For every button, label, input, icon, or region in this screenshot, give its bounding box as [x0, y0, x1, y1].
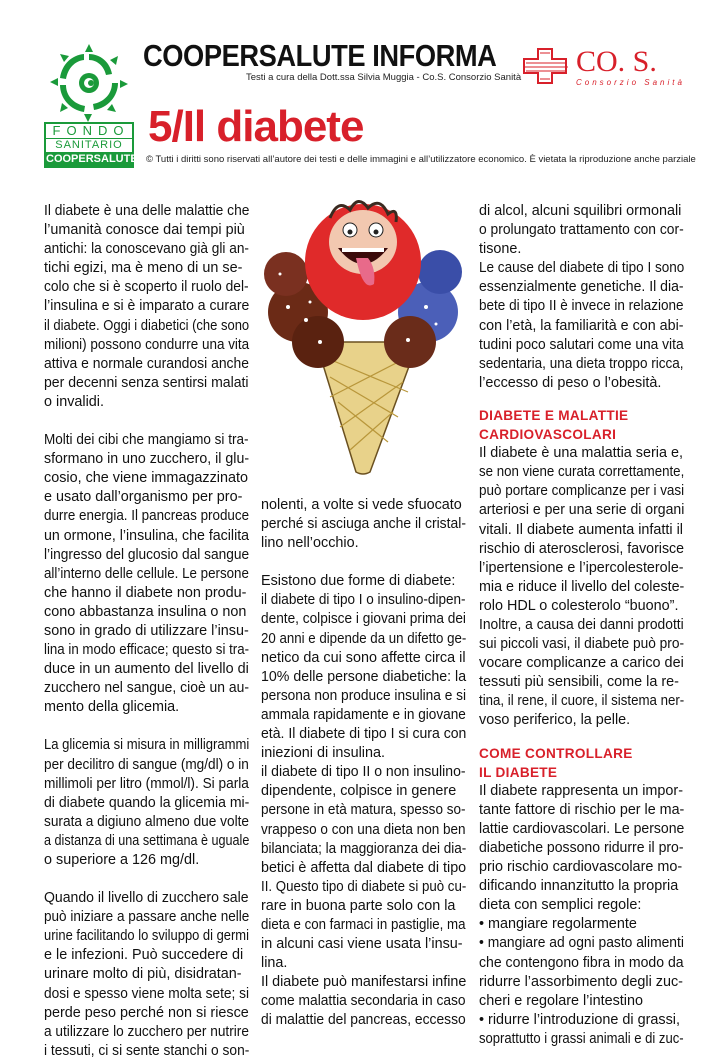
text-line: Il diabete rappresenta un impor- [479, 782, 683, 799]
text-line: Quando il livello di zucchero sale [44, 890, 249, 907]
text-line: può iniziare a passare anche nelle [44, 909, 250, 926]
text-line: i tessuti, ci si sente stanchi o son- [44, 1042, 250, 1059]
text-line: sformano in uno zucchero, il glu- [44, 451, 250, 468]
text-line: il diabete. Oggi i diabetici (che sono [44, 317, 250, 334]
text-line: perché si asciuga anche il cristal- [261, 516, 466, 533]
text-line: Il diabete può manifestarsi infine [261, 974, 467, 991]
section-heading-line: DIABETE E MALATTIE [479, 407, 629, 423]
text-line: sui piccoli vasi, il diabete può pro- [479, 636, 685, 653]
text-line: e usato dall’organismo per pro- [44, 489, 243, 506]
text-line: in alcuni casi viene usata l’insu- [261, 936, 463, 953]
text-line: rare in buona parte solo con la [261, 897, 456, 914]
logo-line-sanitario: SANITARIO [46, 138, 132, 152]
text-line: voso periferico, la pelle. [479, 712, 631, 729]
fondo-sanitario-logo [44, 44, 138, 168]
red-cross-icon [520, 45, 574, 89]
text-line: lina in modo efficace; questo si tra- [44, 642, 250, 659]
text-line: Esistono due forme di diabete: [261, 573, 456, 590]
text-line: come malattia secondaria in caso [261, 993, 466, 1010]
text-line: lattie cardiovascolari. Le persone [479, 820, 685, 837]
text-line: ammala rapidamente e in giovane [261, 706, 466, 723]
text-line: l’insulina e si è imparato a curare [44, 298, 250, 315]
text-line: l’ipertensione e l’ipercolesterole- [479, 559, 684, 576]
text-line: bilanciata; la maggioranza dei dia- [261, 840, 467, 857]
text-column-3 [479, 202, 684, 1049]
text-line: netico da cui sono affette circa il [261, 649, 466, 666]
text-line: se non viene curata correttamente, [479, 464, 685, 481]
logo-line-coopersalute: COOPERSALUTE [46, 153, 138, 165]
text-line: ridurre l’assorbimento degli zuc- [479, 973, 683, 990]
text-line: zucchero nel sangue, cioè un au- [44, 680, 250, 697]
text-line: iniezioni di insulina. [261, 745, 385, 762]
text-line: 20 anni e dipende da un difetto ge- [261, 630, 467, 647]
text-line: dieta con semplici regole: [479, 897, 642, 914]
text-line: l’eccesso di peso o l’obesità. [479, 374, 662, 391]
text-line: a distanza di una settimana è uguale [44, 832, 250, 849]
text-line: antichi: la conoscevano già gli an- [44, 241, 249, 258]
text-line: • mangiare ad ogni pasto alimenti [479, 935, 684, 952]
cos-brand-name: CO. S. [576, 45, 657, 78]
cos-logo [520, 45, 685, 91]
text-line: tina, il rene, il cuore, il sistema ner- [479, 693, 685, 710]
text-line: o invalidi. [44, 393, 104, 410]
text-line: per decenni senza sentirsi malati [44, 374, 249, 391]
text-line: betici è affetta dal diabete di tipo [261, 859, 467, 876]
text-line: Il diabete è una delle malattie che [44, 203, 250, 219]
paragraph-gap [44, 717, 249, 736]
text-line: o superiore a 126 mg/dl. [44, 852, 200, 868]
newsletter-subtitle: Testi a cura della Dott.ssa Silvia Muggia - Co.S. Consorzio Sanità [246, 72, 522, 83]
text-line: dificando innanzitutto la propria [479, 878, 679, 895]
text-line: vitali. Il diabete aumenta infatti il [479, 521, 683, 538]
text-line: il diabete di tipo II o non insulino- [261, 764, 466, 781]
text-line: di diabete quando la glicemia mi- [44, 794, 250, 811]
text-column-2 [261, 496, 466, 1031]
text-line: rolo HDL o colesterolo “buono”. [479, 597, 679, 614]
text-line: tudini poco salutari come una vita [479, 336, 684, 353]
copyright-notice: © Tutti i diritti sono riservati all’autore dei testi e delle immagini e all’utilizzatore economico. È vietata la riproduzione anche parziale [146, 154, 696, 165]
text-line: 10% delle persone diabetiche: la [261, 668, 467, 685]
text-line: tichi egizi, ma è meno di un se- [44, 260, 243, 277]
text-line: rischio di aterosclerosi, favorisce [479, 540, 685, 557]
newsletter-title: COOPERSALUTE INFORMA [143, 38, 497, 73]
text-line: duce in un aumento del livello di [44, 661, 249, 678]
text-line: La glicemia si misura in milligrammi [44, 737, 250, 754]
text-line: il diabete di tipo I o insulino-dipen- [261, 592, 466, 609]
logo-line-fondo: FONDO [52, 123, 130, 138]
ice-cream-cone-illustration [258, 192, 468, 476]
sun-spiral-icon [48, 44, 130, 122]
text-line: Molti dei cibi che mangiamo si tra- [44, 432, 249, 449]
text-line: di malattie del pancreas, eccesso [261, 1012, 466, 1029]
text-line: persone in età matura, spesso so- [261, 802, 466, 819]
text-line: dente, colpisce i giovani prima dei [261, 611, 466, 628]
text-line: urine facilitando lo sviluppo di germi [44, 928, 249, 945]
text-line: dieta e con farmaci in pastiglie, ma [261, 916, 466, 933]
text-line: a utilizzare lo zucchero per nutrire [44, 1023, 249, 1040]
text-line: mia e riduce il livello del coleste- [479, 578, 685, 595]
section-heading-line: IL DIABETE [479, 764, 558, 780]
text-line: dipendente, colpisce in genere [261, 783, 457, 800]
paragraph-gap [261, 553, 466, 572]
text-line: può portare complicanze per i vasi [479, 483, 685, 500]
text-line: milioni) possono condurre una vita [44, 336, 250, 353]
text-line: o prolungato trattamento con cor- [479, 222, 684, 239]
text-line: per decilitro di sangue (mg/dl) o in [44, 756, 249, 773]
text-line: tessuti più sensibili, come la re- [479, 674, 679, 691]
paragraph-gap [44, 412, 249, 431]
text-line: persona non produce insulina e si [261, 687, 467, 704]
paragraph-gap [44, 870, 249, 889]
text-line: vocare complicanze a carico dei [479, 655, 684, 672]
section-heading-line: CARDIOVASCOLARI [479, 427, 617, 443]
text-line: l’umanità conosce dai tempi più [44, 222, 245, 239]
text-line: dosi e spesso viene molta sete; si [44, 985, 250, 1002]
text-line: un ormone, l’insulina, che facilita [44, 527, 250, 544]
text-line: surata a digiuno almeno due volte [44, 813, 249, 830]
text-line: bete di tipo II è invece in relazione [479, 298, 684, 315]
text-line: II. Questo tipo di diabete si può cu- [261, 878, 467, 895]
text-line: vrappeso o con una dieta non ben [261, 821, 466, 838]
text-line: tante fattore di rischio per le ma- [479, 801, 685, 818]
text-line: e le infezioni. Può succedere di [44, 947, 244, 964]
page-title: 5/Il diabete [148, 102, 364, 151]
fondo-sanitario-badge [44, 122, 138, 168]
text-line: lina. [261, 955, 288, 972]
text-line: nolenti, a volte si vede sfuocato [261, 497, 462, 513]
text-line: arteriosi e per una serie di organi [479, 502, 685, 519]
text-line: Inoltre, a causa dei danni prodotti [479, 616, 684, 633]
text-line: urinare molto di più, disidratan- [44, 966, 242, 983]
text-line: attiva e normale curandosi anche [44, 355, 250, 372]
cos-brand-subtitle: Consorzio Sanità [576, 78, 685, 87]
text-line: essenzialmente genetiche. Il dia- [479, 279, 684, 296]
text-line: lino nell’occhio. [261, 535, 359, 552]
text-line: • mangiare regolarmente [479, 916, 637, 933]
text-line: diabetiche possono ridurre il pro- [479, 840, 684, 856]
section-heading-line: COME CONTROLLARE [479, 745, 633, 761]
text-line: che hanno il diabete non produ- [44, 584, 247, 601]
text-line: prio rischio cardiovascolare mo- [479, 859, 683, 876]
text-line: l’ingresso del glucosio dal sangue [44, 546, 250, 563]
text-line: durre energia. Il pancreas produce [44, 508, 250, 525]
text-line: perde peso perché non si riesce [44, 1004, 249, 1021]
text-line: sono in grado di utilizzare l’insu- [44, 622, 249, 639]
text-line: tisone. [479, 241, 522, 258]
text-line: di alcol, alcuni squilibri ormonali [479, 203, 682, 219]
text-line: Il diabete è una malattia seria e, [479, 445, 683, 462]
text-line: millimoli per litro (mmol/l). Si parla [44, 775, 249, 792]
text-line: cheri e regolare l’intestino [479, 992, 643, 1009]
text-line: colo che si è scoperto il ruolo del- [44, 279, 249, 296]
text-line: con l’età, la familiarità e con abi- [479, 317, 684, 334]
text-column-1 [44, 202, 249, 1061]
text-line: cosio, che viene immagazzinato [44, 470, 248, 487]
text-line: età. Il diabete di tipo I si cura con [261, 726, 467, 743]
text-line: all’interno delle cellule. Le persone [44, 565, 249, 582]
text-line: mento della glicemia. [44, 699, 180, 716]
text-line: cono abbastanza insulina o non [44, 603, 247, 620]
section-spacer [479, 731, 684, 744]
text-line: soprattutto i grassi animali e di zuc- [479, 1030, 684, 1047]
text-line: Le cause del diabete di tipo I sono [479, 260, 685, 277]
text-line: che contengono fibra in modo da [479, 954, 684, 971]
text-line: sedentaria, una dieta troppo ricca, [479, 355, 684, 372]
text-line: • ridurre l’introduzione di grassi, [479, 1011, 680, 1028]
section-spacer [479, 393, 684, 406]
